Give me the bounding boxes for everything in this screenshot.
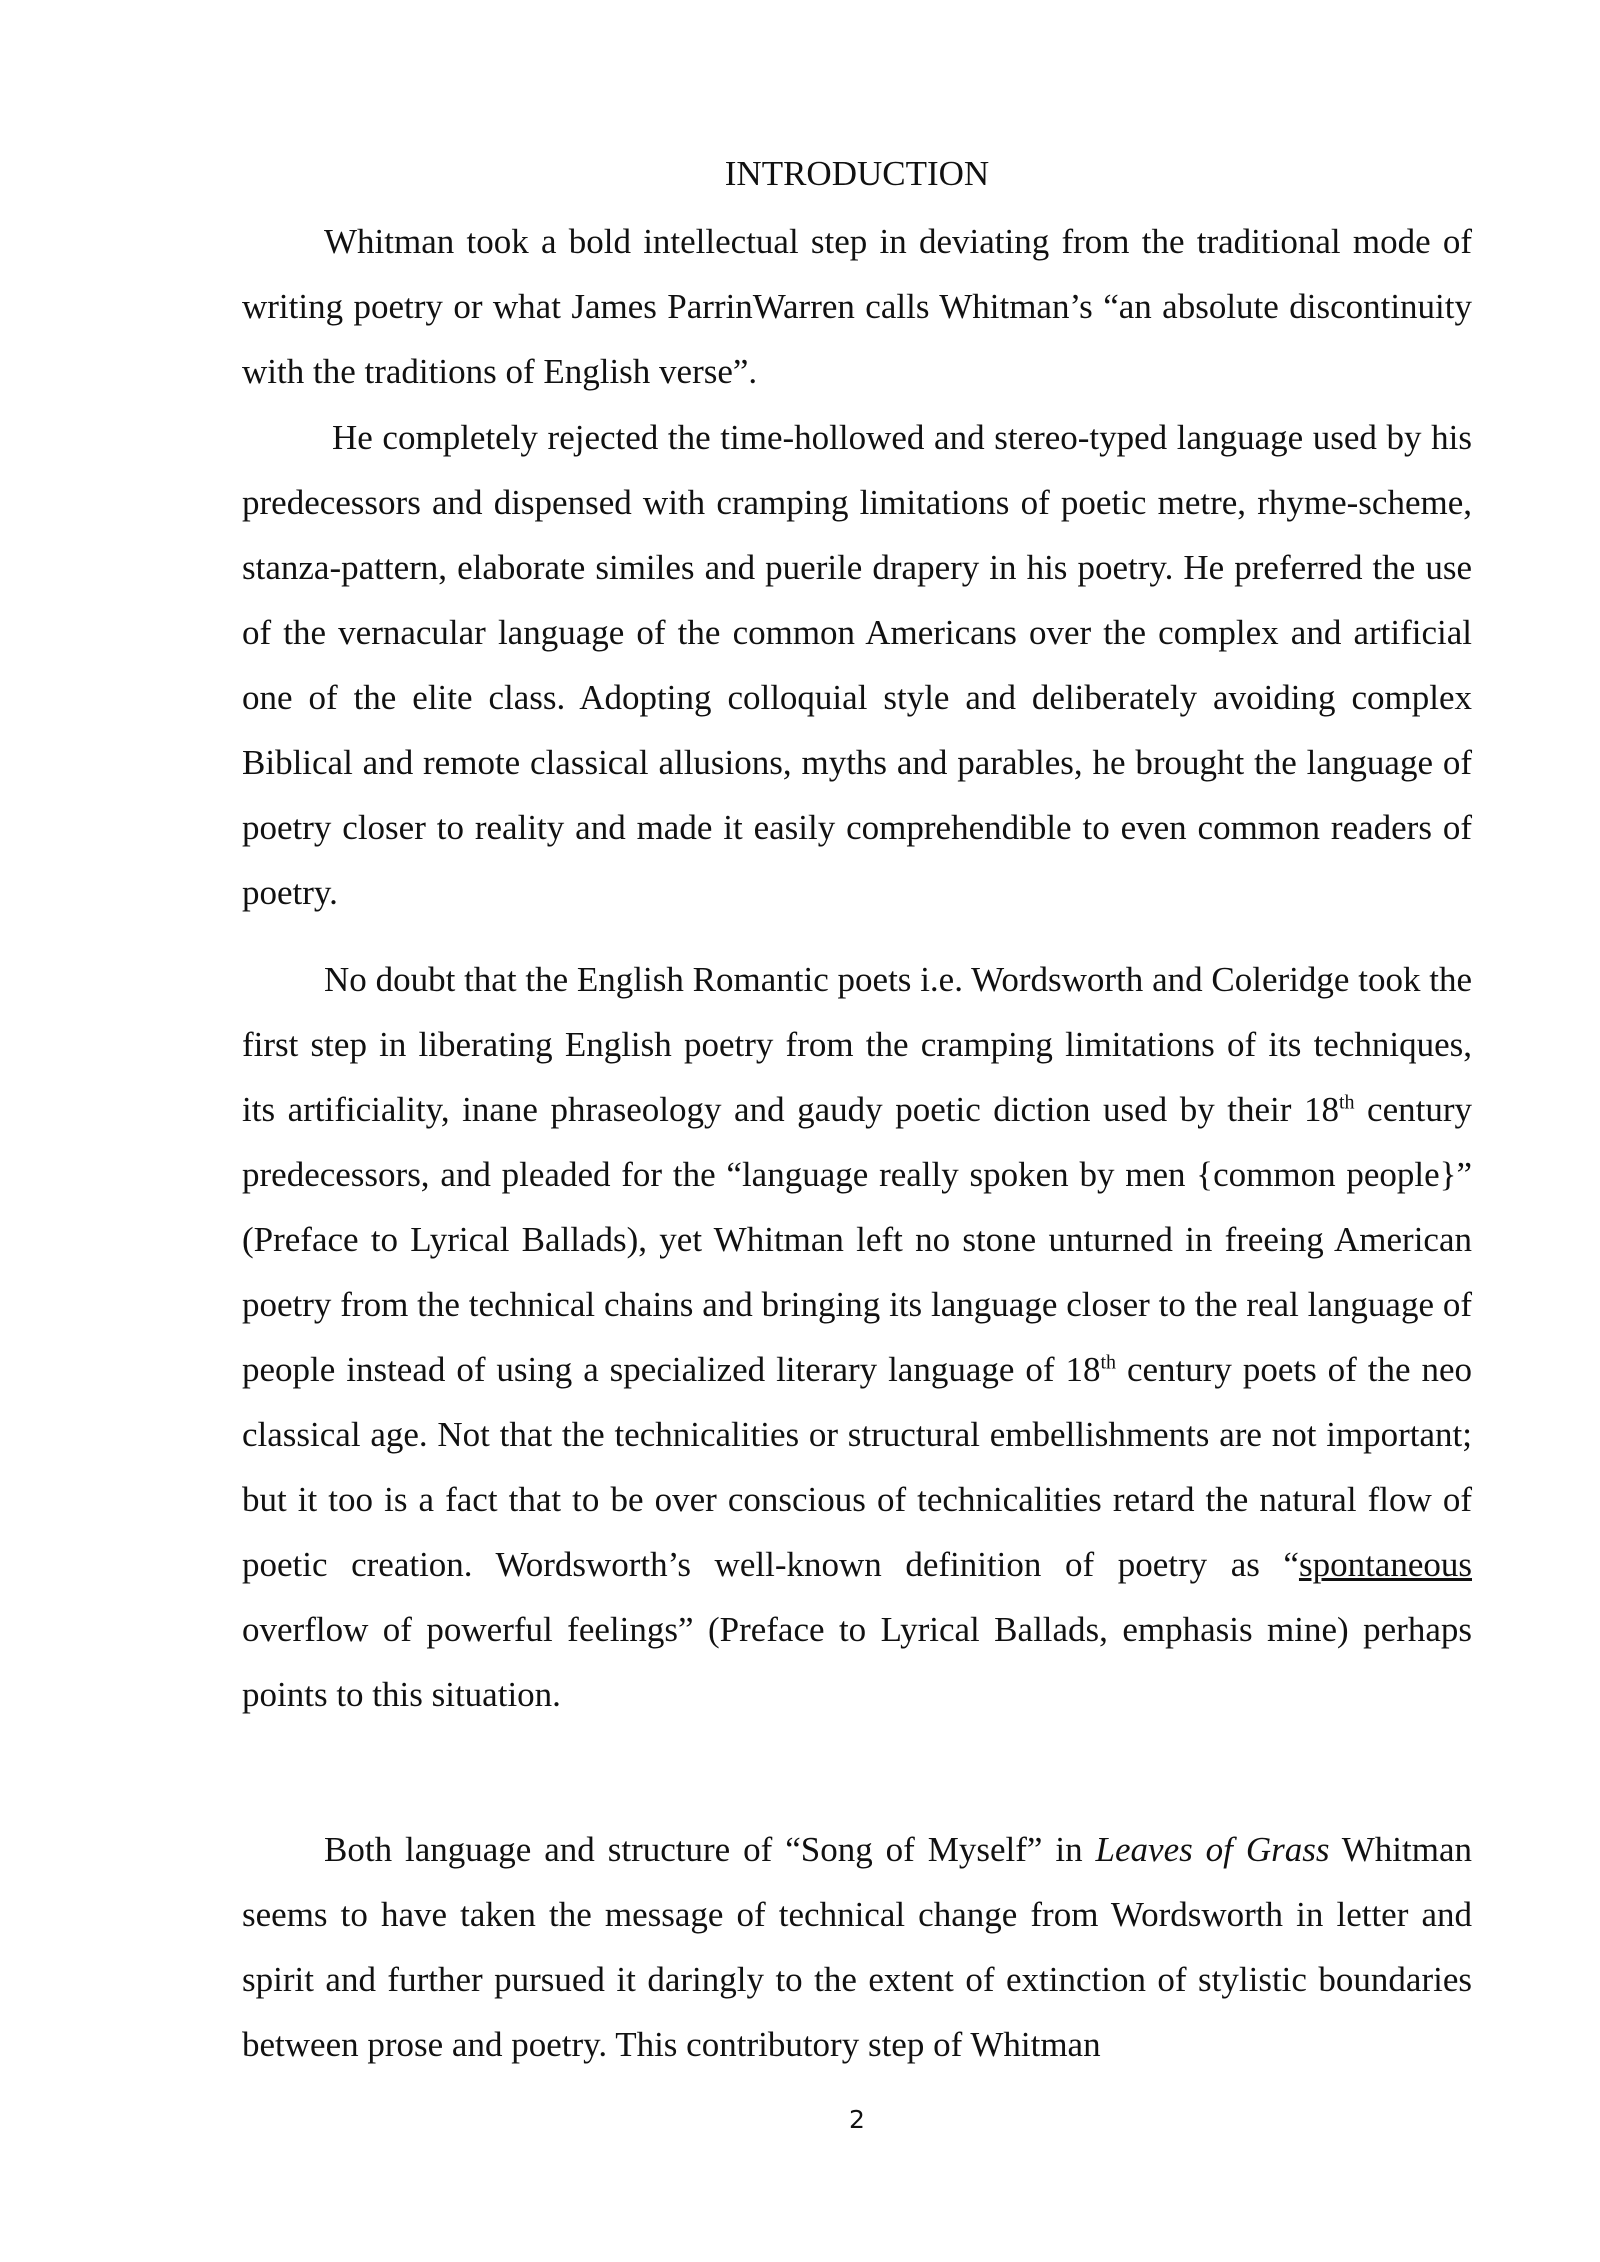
ordinal-superscript-2: th xyxy=(1100,1351,1117,1374)
ordinal-superscript-1: th xyxy=(1338,1091,1355,1114)
page-number: 2 xyxy=(849,2105,865,2134)
paragraph-3 xyxy=(242,947,1472,1727)
book-title-italic: Leaves of Grass xyxy=(1095,1830,1330,1869)
paragraph-4-text-part-2: Whitman seems to have taken the message of technical change from Wordsworth in letter and spirit and further pursued it daringly to the extent of extinction of stylistic boundaries between prose and poetry. This contributory step of Whitman xyxy=(242,1830,1472,2064)
underlined-emphasis: spontaneous xyxy=(1298,1545,1472,1584)
paragraph-3-text-part-1: No doubt that the English Romantic poets i.e. Wordsworth and Coleridge took the first step in liberating English poetry from the cramping limitations of its techniques, its artificiality, inane phraseology and gaudy poetic diction used by their 18 xyxy=(242,960,1472,1129)
page-title: INTRODUCTION xyxy=(724,154,990,193)
paragraph-1 xyxy=(242,209,1472,404)
paragraph-4-text-part-1: Both language and structure of “Song of Myself” in xyxy=(324,1830,1096,1869)
paragraph-4 xyxy=(242,1817,1472,2077)
paragraph-2 xyxy=(242,405,1472,925)
paragraph-2-text: He completely rejected the time-hollowed and stereo-typed language used by his predecessors and dispensed with cramping limitations of poetic metre, rhyme-scheme, stanza-pattern, elaborate similes and puerile drapery in his poetry. He preferred the use of the vernacular language of the common Americans over the complex and artificial one of the elite class. Adopting colloquial style and deliberately avoiding complex Biblical and remote classical allusions, myths and parables, he brought the language of poetry closer to reality and made it easily comprehendible to even common readers of poetry. xyxy=(242,418,1472,912)
document-page xyxy=(242,0,1472,2262)
paragraph-1-text: Whitman took a bold intellectual step in deviating from the traditional mode of writing poetry or what James ParrinWarren calls Whitman’s “an absolute discontinuity with the traditions of English verse”. xyxy=(242,222,1472,391)
paragraph-3-text-part-4: overflow of powerful feelings” (Preface to Lyrical Ballads, emphasis mine) perhaps points to this situation. xyxy=(242,1610,1472,1714)
paragraph-3-text-part-2: century predecessors, and pleaded for the “language really spoken by men {common people}” (Preface to Lyrical Ballads), yet Whitman left no stone unturned in freeing American poetry from the technical chains and bringing its language closer to the real language of people instead of using a specialized literary language of 18 xyxy=(242,1090,1473,1389)
paragraph-3-text-part-3: century poets of the neo classical age. Not that the technicalities or structural embellishments are not important; but it too is a fact that to be over conscious of technicalities retard the natural flow of poetic creation. Wordsworth’s well-known definition of poetry as “ xyxy=(242,1350,1473,1584)
